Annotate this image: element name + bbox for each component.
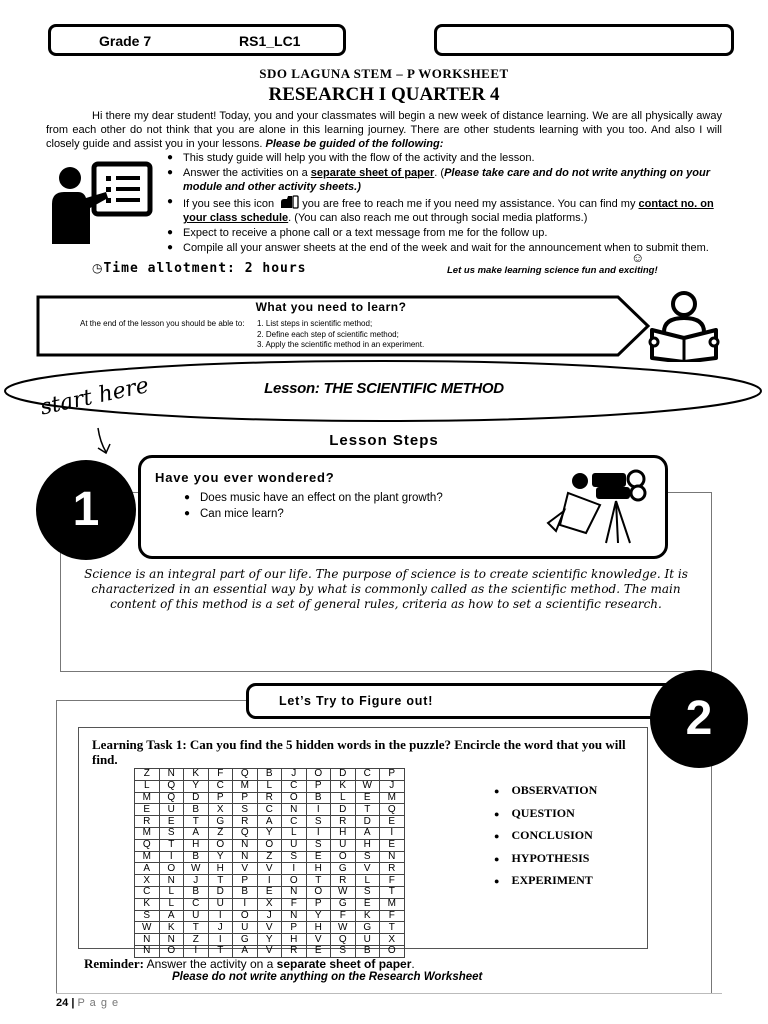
grid-cell[interactable]: J	[184, 875, 209, 887]
grid-cell[interactable]: T	[306, 875, 331, 887]
grid-cell[interactable]: I	[184, 945, 209, 957]
grid-cell[interactable]: S	[306, 816, 331, 828]
word-item: ● EXPERIMENT	[494, 873, 593, 887]
grid-cell[interactable]: D	[184, 792, 209, 804]
grid-cell[interactable]: J	[208, 922, 233, 934]
grid-cell[interactable]: W	[331, 886, 356, 898]
grid-cell[interactable]: N	[233, 851, 258, 863]
grid-cell[interactable]: L	[135, 780, 160, 792]
grid-cell[interactable]: I	[208, 910, 233, 922]
step1-questions	[184, 490, 530, 522]
grid-cell[interactable]: Q	[233, 827, 258, 839]
grid-cell[interactable]: S	[282, 851, 307, 863]
grid-cell[interactable]: D	[331, 769, 356, 781]
word-search-grid	[134, 768, 405, 958]
grid-cell[interactable]: C	[208, 780, 233, 792]
grid-cell[interactable]: H	[306, 922, 331, 934]
grid-cell[interactable]: D	[208, 886, 233, 898]
grid-cell[interactable]: E	[380, 839, 405, 851]
grid-cell[interactable]: T	[380, 886, 405, 898]
grid-cell[interactable]: M	[233, 780, 258, 792]
grid-cell[interactable]: G	[208, 816, 233, 828]
grid-cell[interactable]: V	[257, 863, 282, 875]
grid-cell[interactable]: E	[306, 851, 331, 863]
grid-cell[interactable]: I	[282, 863, 307, 875]
grid-cell[interactable]: S	[355, 886, 380, 898]
grid-cell[interactable]: G	[331, 863, 356, 875]
grid-cell[interactable]: I	[233, 898, 258, 910]
learning-task-instruction: Learning Task 1: Can you find the 5 hidden words in the puzzle? Encircle the word that you will find.	[92, 737, 626, 767]
grid-cell[interactable]: B	[306, 792, 331, 804]
grid-cell[interactable]: N	[135, 945, 160, 957]
grid-cell[interactable]: A	[355, 827, 380, 839]
grid-cell[interactable]: N	[233, 839, 258, 851]
grid-cell[interactable]: C	[135, 886, 160, 898]
grid-cell[interactable]: K	[355, 910, 380, 922]
grid-cell[interactable]: M	[135, 851, 160, 863]
clock-icon: ◷	[92, 261, 104, 275]
grid-cell[interactable]: J	[380, 780, 405, 792]
grid-cell[interactable]: K	[159, 922, 184, 934]
grid-cell[interactable]: V	[257, 945, 282, 957]
grid-cell[interactable]: I	[257, 875, 282, 887]
grid-cell[interactable]: P	[306, 898, 331, 910]
grid-cell[interactable]: P	[282, 922, 307, 934]
grid-cell[interactable]: W	[184, 863, 209, 875]
grid-cell[interactable]: H	[331, 827, 356, 839]
grid-cell[interactable]: A	[257, 816, 282, 828]
grid-cell[interactable]: M	[135, 827, 160, 839]
grid-cell[interactable]: U	[233, 922, 258, 934]
grid-cell[interactable]: E	[355, 792, 380, 804]
grid-cell[interactable]: T	[184, 922, 209, 934]
grid-cell[interactable]: C	[282, 816, 307, 828]
guide-list	[167, 151, 723, 255]
grid-cell[interactable]: Q	[331, 934, 356, 946]
grid-cell[interactable]: A	[135, 863, 160, 875]
grid-cell[interactable]: N	[282, 910, 307, 922]
grid-cell[interactable]: C	[184, 898, 209, 910]
grid-row	[135, 851, 405, 863]
grid-cell[interactable]: V	[355, 863, 380, 875]
grid-cell[interactable]: N	[159, 769, 184, 781]
grid-cell[interactable]: Z	[184, 934, 209, 946]
grid-cell[interactable]: F	[208, 769, 233, 781]
grid-cell[interactable]: U	[331, 839, 356, 851]
grid-cell[interactable]: A	[233, 945, 258, 957]
grid-cell[interactable]: V	[233, 863, 258, 875]
grid-cell[interactable]: M	[380, 898, 405, 910]
grid-cell[interactable]: G	[355, 922, 380, 934]
grid-cell[interactable]: O	[306, 886, 331, 898]
guide-item: ● If you see this icon you are free to reach me if you need my assistance. You can find my contact no. on your class schedule. (You can also reach me out through social media platforms.)	[167, 196, 714, 224]
grid-cell[interactable]: E	[306, 945, 331, 957]
grid-cell[interactable]: U	[208, 898, 233, 910]
grid-cell[interactable]: Q	[380, 804, 405, 816]
grid-row	[135, 863, 405, 875]
grid-cell[interactable]: U	[282, 839, 307, 851]
question-item: ● Does music have an effect on the plant growth?	[184, 492, 443, 504]
grid-cell[interactable]: H	[355, 839, 380, 851]
phone-hand-icon	[279, 195, 299, 209]
footer-rule	[56, 993, 722, 994]
grid-cell[interactable]: A	[159, 910, 184, 922]
grid-cell[interactable]: F	[282, 898, 307, 910]
grid-cell[interactable]: E	[355, 898, 380, 910]
grid-cell[interactable]: O	[282, 792, 307, 804]
grid-cell[interactable]: L	[282, 827, 307, 839]
grid-row	[135, 875, 405, 887]
intro-paragraph	[46, 109, 722, 151]
grid-row	[135, 780, 405, 792]
objective-item: 3. Apply the scientific method in an experiment.	[257, 340, 425, 349]
grid-row	[135, 804, 405, 816]
grid-cell[interactable]: O	[159, 945, 184, 957]
grid-cell[interactable]: T	[208, 875, 233, 887]
module-code: RS1_LC1	[239, 33, 301, 49]
grid-cell[interactable]: X	[208, 804, 233, 816]
objective-item: 2. Define each step of scientific method;	[257, 329, 399, 339]
guide-item: ● This study guide will help you with the flow of the activity and the lesson.	[167, 152, 535, 164]
grid-row	[135, 769, 405, 781]
grid-cell[interactable]: O	[282, 875, 307, 887]
grid-cell[interactable]: X	[380, 934, 405, 946]
grid-cell[interactable]: S	[306, 839, 331, 851]
intro-emphasis: Please be guided of the following:	[265, 138, 444, 150]
grid-cell[interactable]: S	[355, 851, 380, 863]
lesson-steps-heading: Lesson Steps	[329, 432, 439, 449]
grid-cell[interactable]: N	[282, 886, 307, 898]
scientist-binoculars-icon	[540, 465, 660, 545]
word-item: ● CONCLUSION	[494, 828, 593, 842]
objectives-heading: What you need to learn?	[255, 300, 407, 314]
grid-cell[interactable]: V	[257, 922, 282, 934]
guide-item: ● Answer the activities on a separate sheet of paper. (Please take care and do not write anything on your module and other activity sheets.)	[167, 167, 710, 193]
worksheet-subtitle: SDO LAGUNA STEM – P WORKSHEET	[259, 66, 509, 81]
grid-cell[interactable]: Q	[135, 839, 160, 851]
objectives-list	[257, 319, 424, 351]
grid-cell[interactable]: T	[355, 804, 380, 816]
grid-cell[interactable]: P	[208, 792, 233, 804]
grid-row	[135, 910, 405, 922]
grid-cell[interactable]: A	[184, 827, 209, 839]
grid-cell[interactable]: N	[159, 934, 184, 946]
grid-cell[interactable]: T	[380, 922, 405, 934]
grid-cell[interactable]: C	[257, 804, 282, 816]
grid-cell[interactable]: F	[380, 910, 405, 922]
grid-cell[interactable]: I	[208, 934, 233, 946]
grid-cell[interactable]: M	[135, 792, 160, 804]
grid-cell[interactable]: W	[355, 780, 380, 792]
grid-cell[interactable]: F	[380, 875, 405, 887]
grid-cell[interactable]: X	[257, 898, 282, 910]
word-list	[494, 783, 597, 896]
grid-cell[interactable]: E	[380, 816, 405, 828]
grid-cell[interactable]: L	[331, 792, 356, 804]
grid-cell[interactable]: R	[282, 945, 307, 957]
grid-cell[interactable]: W	[135, 922, 160, 934]
name-box	[434, 24, 734, 56]
grid-cell[interactable]: M	[380, 792, 405, 804]
grid-row	[135, 934, 405, 946]
objectives-lead: At the end of the lesson you should be able to:	[80, 319, 245, 328]
grid-cell[interactable]: P	[233, 792, 258, 804]
grid-cell[interactable]: B	[233, 886, 258, 898]
grid-cell[interactable]: R	[257, 792, 282, 804]
grid-cell[interactable]: Y	[184, 780, 209, 792]
grid-cell[interactable]: O	[233, 910, 258, 922]
grid-cell[interactable]: Y	[257, 934, 282, 946]
grid-cell[interactable]: I	[380, 827, 405, 839]
grid-cell[interactable]: R	[135, 816, 160, 828]
page-footer: 24 | P a g e	[56, 997, 120, 1009]
grid-cell[interactable]: K	[331, 780, 356, 792]
grid-cell[interactable]: F	[331, 910, 356, 922]
grid-cell[interactable]: O	[208, 839, 233, 851]
grid-cell[interactable]: O	[159, 863, 184, 875]
grid-row	[135, 827, 405, 839]
grade-box	[48, 24, 346, 56]
grid-cell[interactable]: B	[184, 886, 209, 898]
grid-row	[135, 839, 405, 851]
time-allotment: ◷Time allotment: 2 hours	[92, 261, 307, 276]
page-number: 24	[56, 997, 69, 1009]
grid-cell[interactable]: H	[306, 863, 331, 875]
guide-item: ● Compile all your answer sheets at the end of the week and wait for the announcement when to submit them.	[167, 242, 709, 254]
grid-cell[interactable]: B	[184, 804, 209, 816]
grid-cell[interactable]: I	[159, 851, 184, 863]
grid-cell[interactable]: N	[282, 804, 307, 816]
grid-cell[interactable]: L	[159, 898, 184, 910]
grid-cell[interactable]: P	[233, 875, 258, 887]
grid-cell[interactable]: K	[135, 898, 160, 910]
grid-cell[interactable]: S	[135, 910, 160, 922]
grid-cell[interactable]: H	[184, 839, 209, 851]
grid-cell[interactable]: U	[355, 934, 380, 946]
grid-cell[interactable]: O	[306, 769, 331, 781]
grid-cell[interactable]: L	[257, 780, 282, 792]
grid-cell[interactable]: X	[135, 875, 160, 887]
grid-cell[interactable]: S	[331, 945, 356, 957]
grid-cell[interactable]: E	[159, 816, 184, 828]
grid-cell[interactable]: N	[135, 934, 160, 946]
grid-cell[interactable]: H	[282, 934, 307, 946]
reminder-note: Please do not write anything on the Research Worksheet	[172, 971, 483, 983]
grid-cell[interactable]: O	[257, 839, 282, 851]
grid-cell[interactable]: K	[184, 769, 209, 781]
word-item: ● OBSERVATION	[494, 783, 598, 797]
reading-person-icon	[646, 290, 722, 362]
grid-cell[interactable]: W	[331, 922, 356, 934]
grid-cell[interactable]: C	[355, 769, 380, 781]
grid-cell[interactable]: I	[306, 804, 331, 816]
grid-cell[interactable]: R	[331, 875, 356, 887]
grid-cell[interactable]: B	[184, 851, 209, 863]
grid-row	[135, 886, 405, 898]
grid-cell[interactable]: G	[331, 898, 356, 910]
page-word: P a g e	[77, 997, 120, 1009]
grid-cell[interactable]: E	[135, 804, 160, 816]
objective-item: 1. List steps in scientific method;	[257, 319, 373, 328]
grid-cell[interactable]: V	[306, 934, 331, 946]
smiley-icon: ☺	[631, 250, 645, 265]
step2-heading: Let’s Try to Figure out!	[279, 694, 434, 708]
step2-number-badge: 2	[650, 670, 748, 768]
grid-cell[interactable]: S	[233, 804, 258, 816]
grid-cell[interactable]: T	[184, 816, 209, 828]
guide-item: ● Expect to receive a phone call or a text message from me for the follow up.	[167, 227, 548, 239]
grid-cell[interactable]: B	[355, 945, 380, 957]
grid-row	[135, 792, 405, 804]
step1-number-badge: 1	[36, 460, 136, 560]
grid-row	[135, 816, 405, 828]
grid-cell[interactable]: Y	[306, 910, 331, 922]
grid-cell[interactable]: R	[331, 816, 356, 828]
word-item: ● QUESTION	[494, 805, 575, 820]
grid-cell[interactable]: Z	[135, 769, 160, 781]
grid-cell[interactable]: D	[355, 816, 380, 828]
grid-row	[135, 898, 405, 910]
grid-cell[interactable]: I	[306, 827, 331, 839]
grid-cell[interactable]: R	[380, 863, 405, 875]
grid-cell[interactable]: L	[159, 886, 184, 898]
grid-cell[interactable]: P	[306, 780, 331, 792]
lesson-title: Lesson: THE SCIENTIFIC METHOD	[264, 380, 504, 397]
handwritten-note: start here	[38, 373, 152, 421]
grid-cell[interactable]: Z	[257, 851, 282, 863]
grid-cell[interactable]: P	[380, 769, 405, 781]
grid-cell[interactable]: C	[282, 780, 307, 792]
grid-cell[interactable]: T	[208, 945, 233, 957]
grid-row	[135, 922, 405, 934]
grid-cell[interactable]: O	[380, 945, 405, 957]
grid-cell[interactable]: S	[159, 827, 184, 839]
reminder-line: Reminder: Answer the activity on a separate sheet of paper.	[84, 956, 415, 971]
grid-cell[interactable]: G	[233, 934, 258, 946]
grid-cell[interactable]: N	[380, 851, 405, 863]
word-item: ● HYPOTHESIS	[494, 850, 590, 865]
intro-text: Hi there my dear student! Today, you and your classmates will begin a new week of distance learning. We are all physically away from each other do not think that you are alone in this learning journey. There are other students learning with you too. And also I will closely guide and assist you in your lessons.	[46, 110, 722, 150]
grid-cell[interactable]: R	[233, 816, 258, 828]
grid-cell[interactable]: L	[355, 875, 380, 887]
grid-cell[interactable]: U	[184, 910, 209, 922]
grid-cell[interactable]: Q	[159, 780, 184, 792]
grid-cell[interactable]: N	[159, 875, 184, 887]
grade-label: Grade 7	[99, 33, 152, 49]
grid-cell[interactable]: B	[257, 769, 282, 781]
grid-cell[interactable]: Z	[208, 827, 233, 839]
grid-cell[interactable]: T	[159, 839, 184, 851]
grid-cell[interactable]: H	[208, 863, 233, 875]
question-item: ● Can mice learn?	[184, 508, 284, 520]
teacher-presentation-icon	[44, 160, 156, 244]
step1-paragraph: Science is an integral part of our life. The purpose of science is to create scientific knowledge. It is characterized in an essential way by what is commonly called as the scientific method. The main content of this method is a set of general rules, criteria as how to set a scientific research.	[84, 567, 688, 611]
worksheet-title: RESEARCH I QUARTER 4	[268, 84, 500, 105]
grid-cell[interactable]: Y	[257, 827, 282, 839]
grid-cell[interactable]: E	[257, 886, 282, 898]
grid-cell[interactable]: J	[257, 910, 282, 922]
grid-cell[interactable]: Q	[159, 792, 184, 804]
grid-cell[interactable]: J	[282, 769, 307, 781]
grid-cell[interactable]: D	[331, 804, 356, 816]
step1-heading: Have you ever wondered?	[155, 470, 335, 485]
grid-cell[interactable]: U	[159, 804, 184, 816]
grid-cell[interactable]: Q	[233, 769, 258, 781]
tagline: Let us make learning science fun and exciting!	[447, 265, 658, 276]
grid-cell[interactable]: O	[331, 851, 356, 863]
grid-cell[interactable]: Y	[208, 851, 233, 863]
